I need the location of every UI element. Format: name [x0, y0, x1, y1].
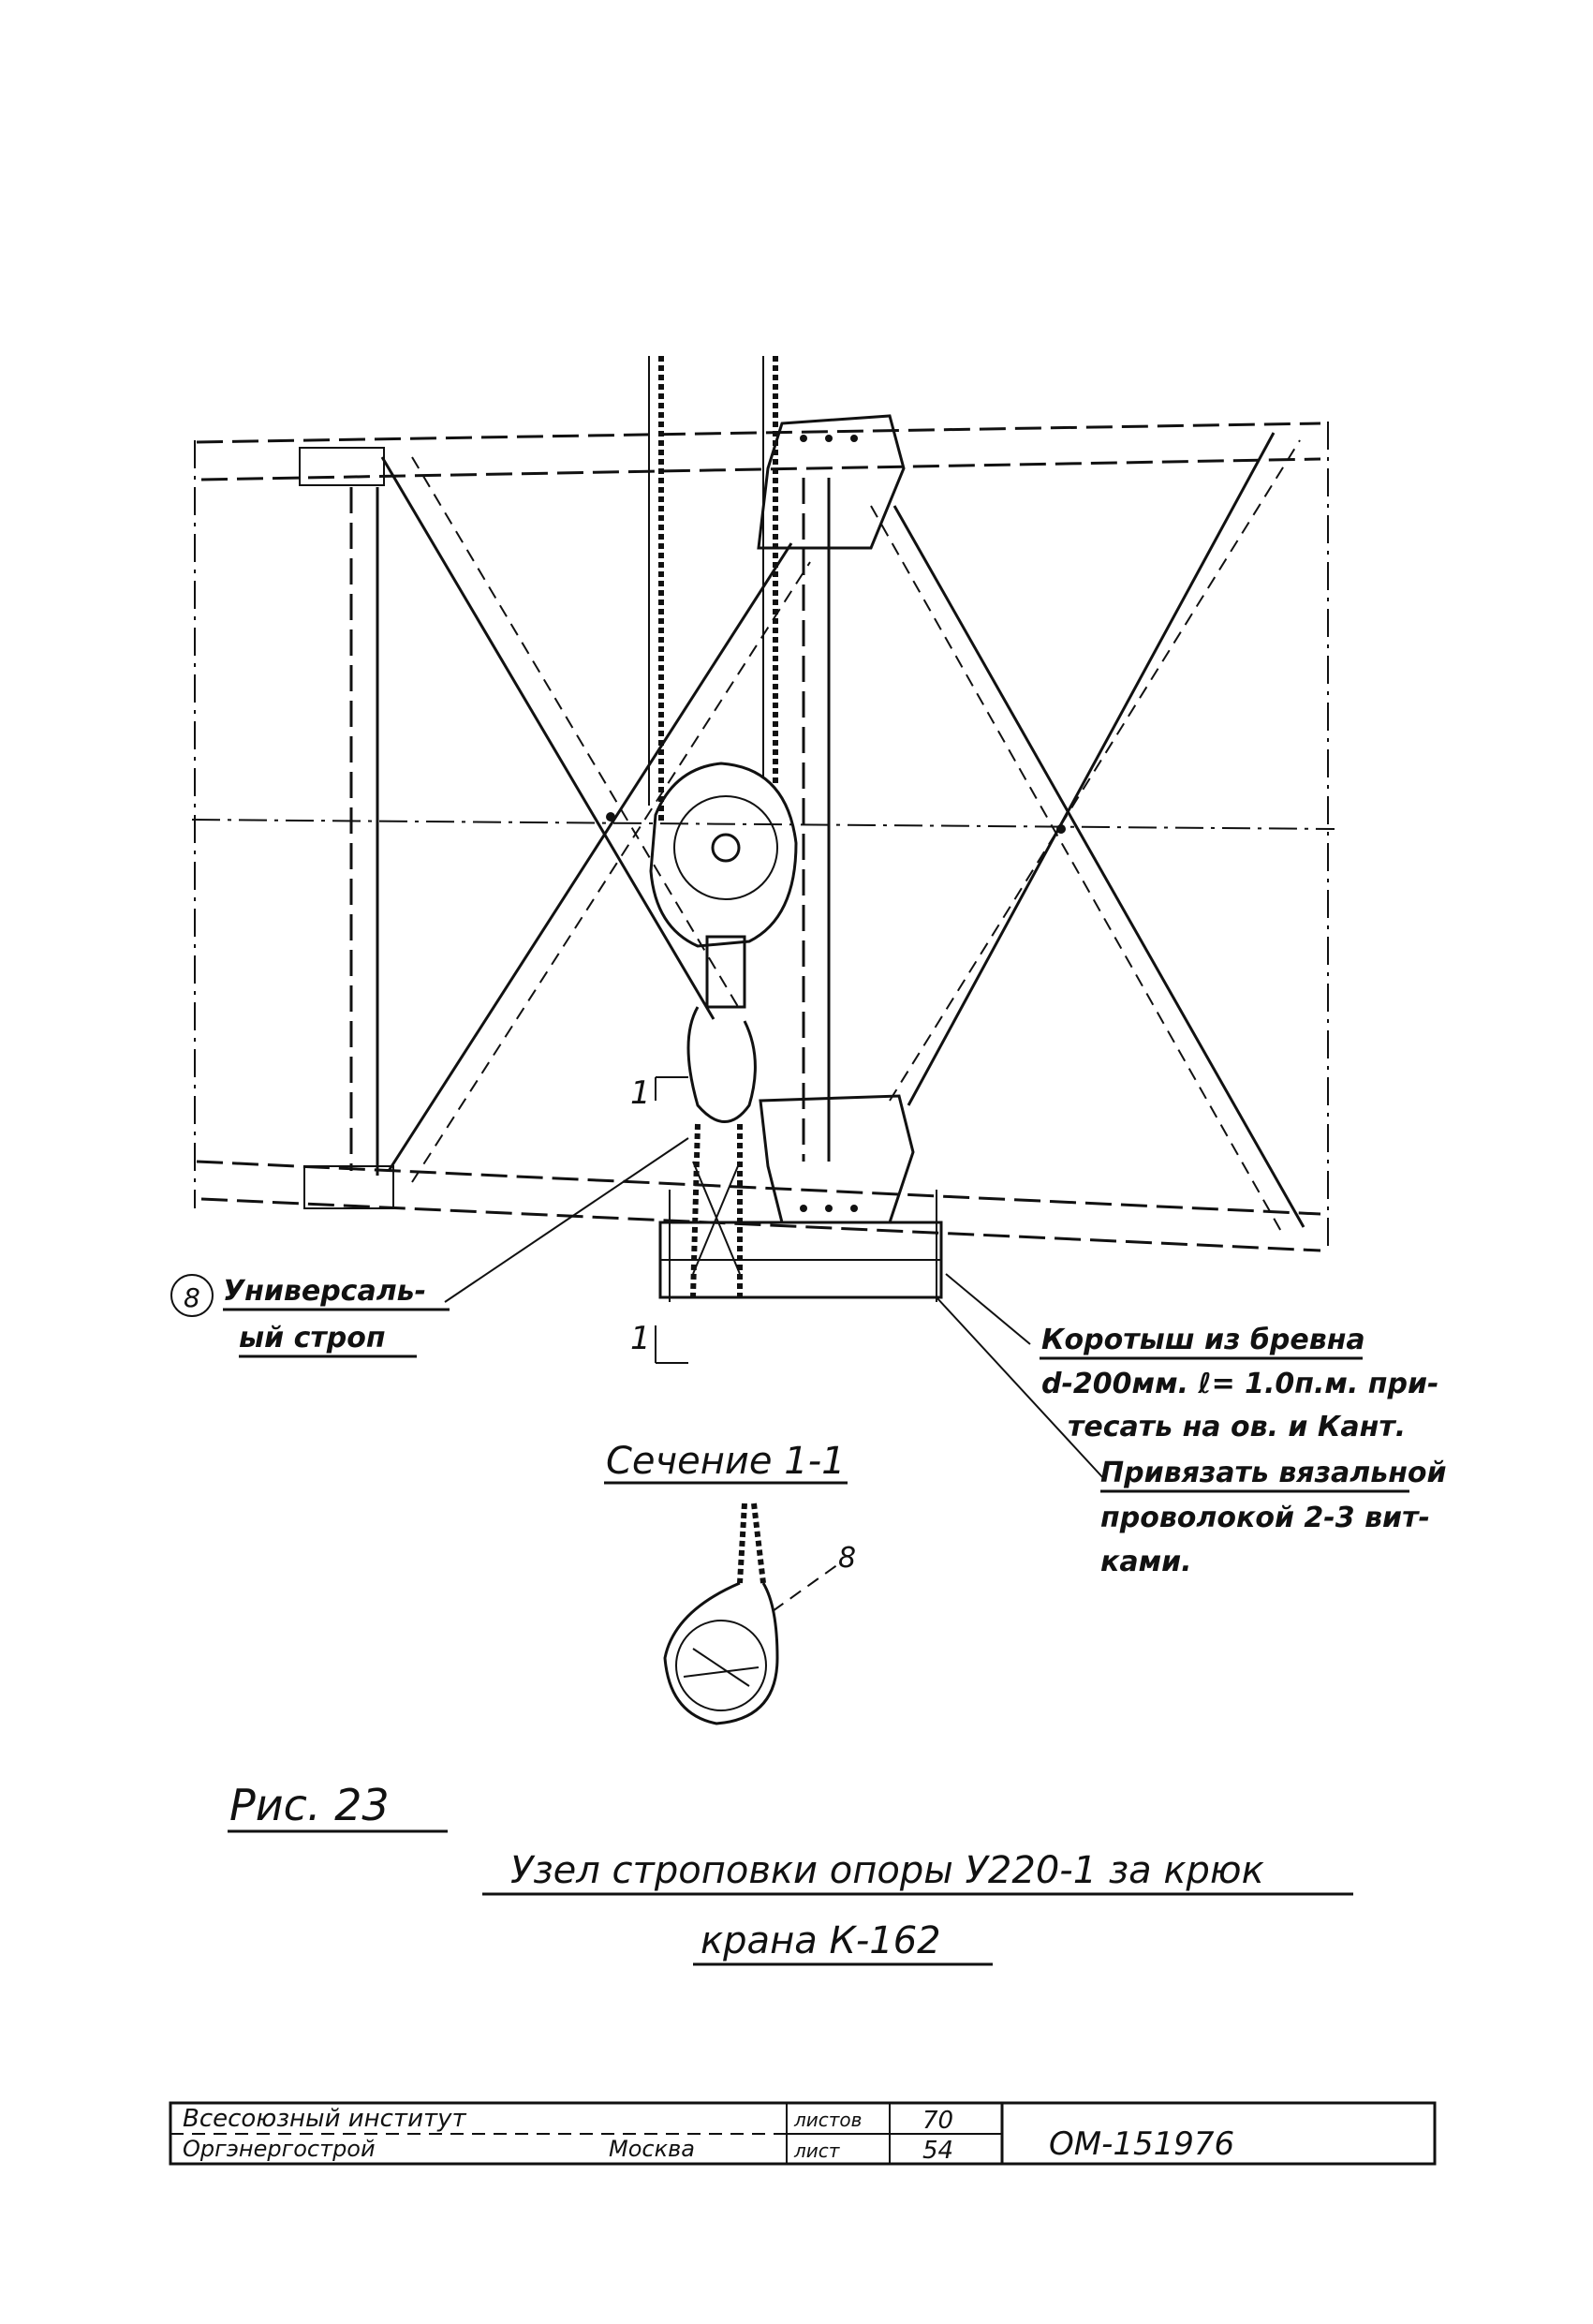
stub-note-line3: тесать на ов. и Кант. [1068, 1411, 1407, 1443]
stub-note-line2: d-200мм. ℓ= 1.0п.м. при- [1041, 1368, 1439, 1400]
section-mark-bottom: 1 [630, 1320, 651, 1357]
crane-hook-and-ropes [649, 356, 796, 1297]
sheet-value: 54 [922, 2137, 954, 2165]
section-1-1-detail [665, 1503, 777, 1724]
document-code: ОМ-151976 [1049, 2125, 1235, 2163]
section-mark-top: 1 [630, 1074, 651, 1112]
caption-line1: Узел строповки опоры У220-1 за крюк [510, 1849, 1264, 1892]
figure-number: Рис. 23 [229, 1780, 390, 1830]
sling-ref: 8 [184, 1282, 200, 1313]
sling-label-line1: Универсаль- [223, 1275, 427, 1308]
tie-note-line3: ками. [1100, 1546, 1192, 1578]
tie-note-line2: проволокой 2-3 вит- [1100, 1502, 1430, 1534]
sling-label-line2: ый строп [239, 1322, 386, 1354]
stub-note-line1: Коротыш из бревна [1041, 1324, 1365, 1356]
org-line1: Всесоюзный институт [183, 2105, 466, 2133]
org-city: Москва [609, 2136, 695, 2162]
sheet-label: лист [794, 2139, 840, 2162]
sheets-label: листов [794, 2109, 863, 2131]
org-line2: Оргэнергострой [183, 2136, 376, 2162]
caption-line2: крана К-162 [701, 1919, 941, 1962]
tie-note-line1: Привязать вязальной [1100, 1457, 1447, 1489]
section-ref: 8 [838, 1542, 857, 1575]
section-title: Сечение 1-1 [606, 1440, 846, 1483]
sheets-value: 70 [922, 2107, 954, 2135]
